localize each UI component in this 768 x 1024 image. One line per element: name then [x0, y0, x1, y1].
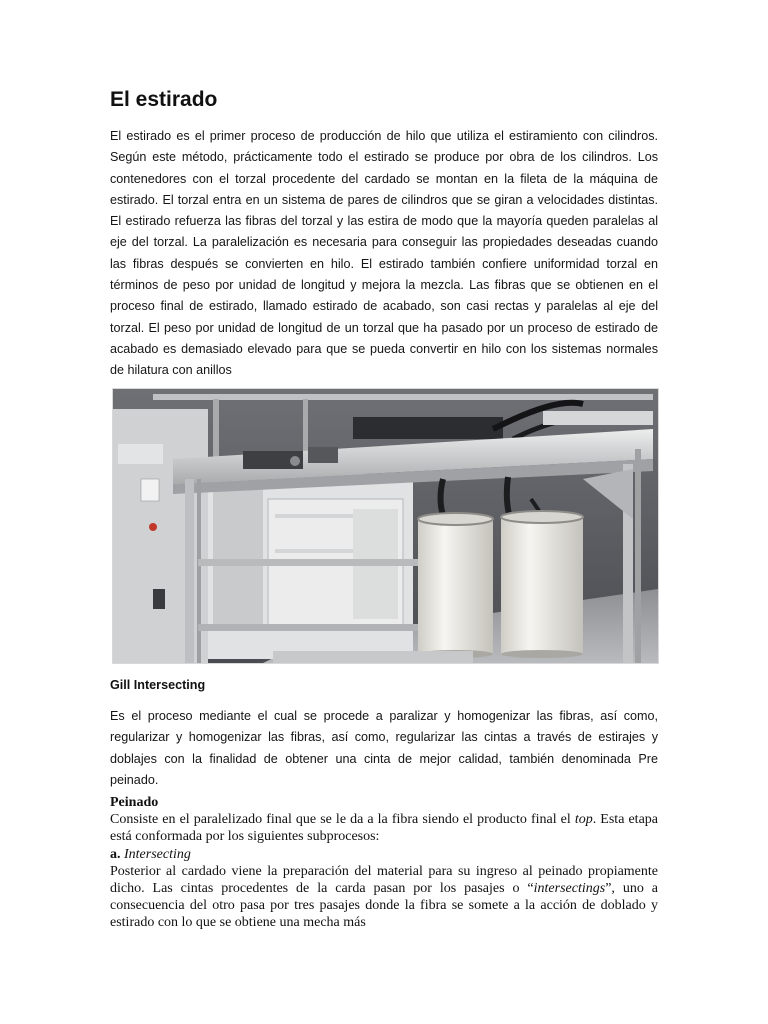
peinado-text-part: Consiste en el paralelizado final que se le da a la fibra siendo el producto final el [110, 812, 575, 828]
peinado-text-part: . Esta etapa está conformada por los siguientes subprocesos: [110, 812, 659, 845]
subprocess-a-heading [110, 846, 658, 863]
gill-intersecting-paragraph: Es el proceso mediante el cual se procede a paralizar y homogenizar las fibras, así como, regularizar y homogenizar las fibras, así como, regularizar las cintas a través de estirajes y doblajes con la finalidad de obtener una cinta de mejor calidad, también denominada Pre peinado. [110, 709, 658, 787]
subprocess-a-letter: a. [110, 846, 121, 862]
gill-intersecting-heading: Gill Intersecting [110, 678, 206, 692]
subprocess-a-title: Intersecting [124, 846, 191, 862]
drawing-machine-photo [112, 388, 659, 664]
document-title: El estirado [110, 88, 218, 111]
intersecting-text-emphasis: intersectings [533, 881, 606, 897]
peinado-heading: Peinado [110, 795, 159, 810]
intersecting-paragraph [110, 863, 658, 932]
peinado-section [110, 794, 658, 932]
intersecting-text-part: Posterior al cardado viene la preparación del material para su ingreso al peinado propiamente dicho. Las cintas procedentes de la carda pasan por los pasajes o “ [110, 863, 658, 897]
peinado-text-emphasis: top [574, 812, 593, 828]
peinado-paragraph [110, 811, 658, 845]
estirado-paragraph: El estirado es el primer proceso de producción de hilo que utiliza el estiramiento con cilindros. Según este método, prácticamente todo el estirado se produce por obra de los cilindros. Los contenedores con el torzal procedente del cardado se montan en la fileta de la máquina de estirado. El torzal entra en un sistema de pares de cilindros que se giran a velocidades distintas. El estirado refuerza las fibras del torzal y las estira de modo que la mayoría queden paralelas al eje del torzal. La paralelización es necesaria para conseguir las propiedades deseadas cuando las fibras después se convierten en hilo. El estirado también confiere uniformidad torzal en términos de peso por unidad de longitud y mejora la mezcla. Las fibras que se obtienen en el proceso final de estirado, llamado estirado de acabado, son casi rectas y paralelas al eje del torzal. El peso por unidad de longitud de un torzal que ha pasado por un proceso de estirado de acabado es demasiado elevado para que se pueda convertir en hilo con los sistemas normales de hilatura con anillos [110, 129, 658, 378]
intersecting-text-part: ”, uno a consecuencia del otro pasa por tres pasajes donde la fibra se somete a la acción de doblado y estirado con lo que se obtiene una mecha más [110, 881, 658, 931]
